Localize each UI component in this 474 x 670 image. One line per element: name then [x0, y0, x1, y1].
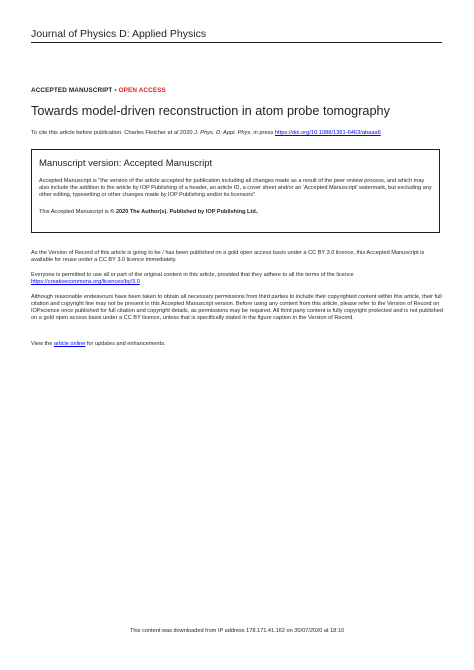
citation-line [31, 130, 381, 136]
citation-year: 2020 [178, 130, 195, 136]
licence-link[interactable]: https://creativecommons.org/licences/by/3.0 [31, 279, 140, 286]
accepted-manuscript-definition: Accepted Manuscript is “the version of the article accepted for publication including all changes made as a result of the peer review process, and which may also include the addition to the article by IOP Publishing of a header, an article ID, a cover sheet and/or an ‘Accepted Manuscript’ watermark, but excluding any other editing, typesetting or other changes made by IOP Publishing and/or its licensors” [39, 178, 432, 199]
reuse-text: Everyone is permitted to use all or part of the original content in this article, provided that they adhere to all the terms of the licence [31, 272, 354, 278]
view-online-paragraph [31, 341, 443, 348]
manuscript-label [31, 87, 166, 94]
licence-paragraph: As the Version of Record of this article is going to be / has been published on a gold open access basis under a CC BY 3.0 licence, this Accepted Manuscript is available for reuse under a CC BY 3.0 licence immediately. [31, 250, 425, 264]
header-divider [31, 42, 442, 43]
label-separator: • [112, 87, 119, 94]
copyright-text: © 2020 The Author(s). Published by IOP Publishing Ltd. [110, 209, 258, 215]
open-access-label: OPEN ACCESS [118, 87, 166, 94]
article-online-link[interactable]: article online [53, 341, 86, 347]
citation-inpress: in press [251, 130, 275, 136]
citation-etal: et al [167, 130, 179, 136]
manuscript-version-title: Manuscript version: Accepted Manuscript [39, 158, 213, 169]
download-footer: This content was downloaded from IP address 178.171.41.162 on 30/07/2020 at 18:10 [129, 628, 345, 634]
view-suffix: for updates and enhancements. [85, 341, 166, 347]
copyright-suffix: . [257, 209, 259, 215]
accepted-manuscript-label: ACCEPTED MANUSCRIPT [31, 87, 113, 94]
copyright-statement [39, 209, 435, 215]
view-prefix: View the [31, 341, 54, 347]
citation-prefix: To cite this article before publication: Charles Fletcher [31, 130, 168, 136]
journal-name: Journal of Physics D: Applied Physics [31, 28, 207, 40]
reuse-paragraph [31, 272, 443, 286]
copyright-prefix: This Accepted Manuscript is [39, 209, 111, 215]
doi-link[interactable]: https://doi.org/10.1088/1361-6463/abaaa6 [274, 130, 381, 136]
manuscript-version-box [31, 149, 440, 233]
permissions-paragraph: Although reasonable endeavours have been taken to obtain all necessary permissions from third parties to include their copyrighted content within this article, their full citation and copyright line may not be present in this Accepted Manuscript version. Before using any content from this article, please refer to the Version of Record on IOPscience once published for full citation and copyright details, as permissions may be required. All third party content is fully copyright protected and is not published on a gold open access basis under a CC BY licence, unless that is specifically stated in the figure caption in the Version of Record. [31, 294, 443, 322]
citation-journal: J. Phys. D: Appl. Phys. [194, 130, 252, 136]
article-title: Towards model-driven reconstruction in atom probe tomography [31, 104, 390, 118]
